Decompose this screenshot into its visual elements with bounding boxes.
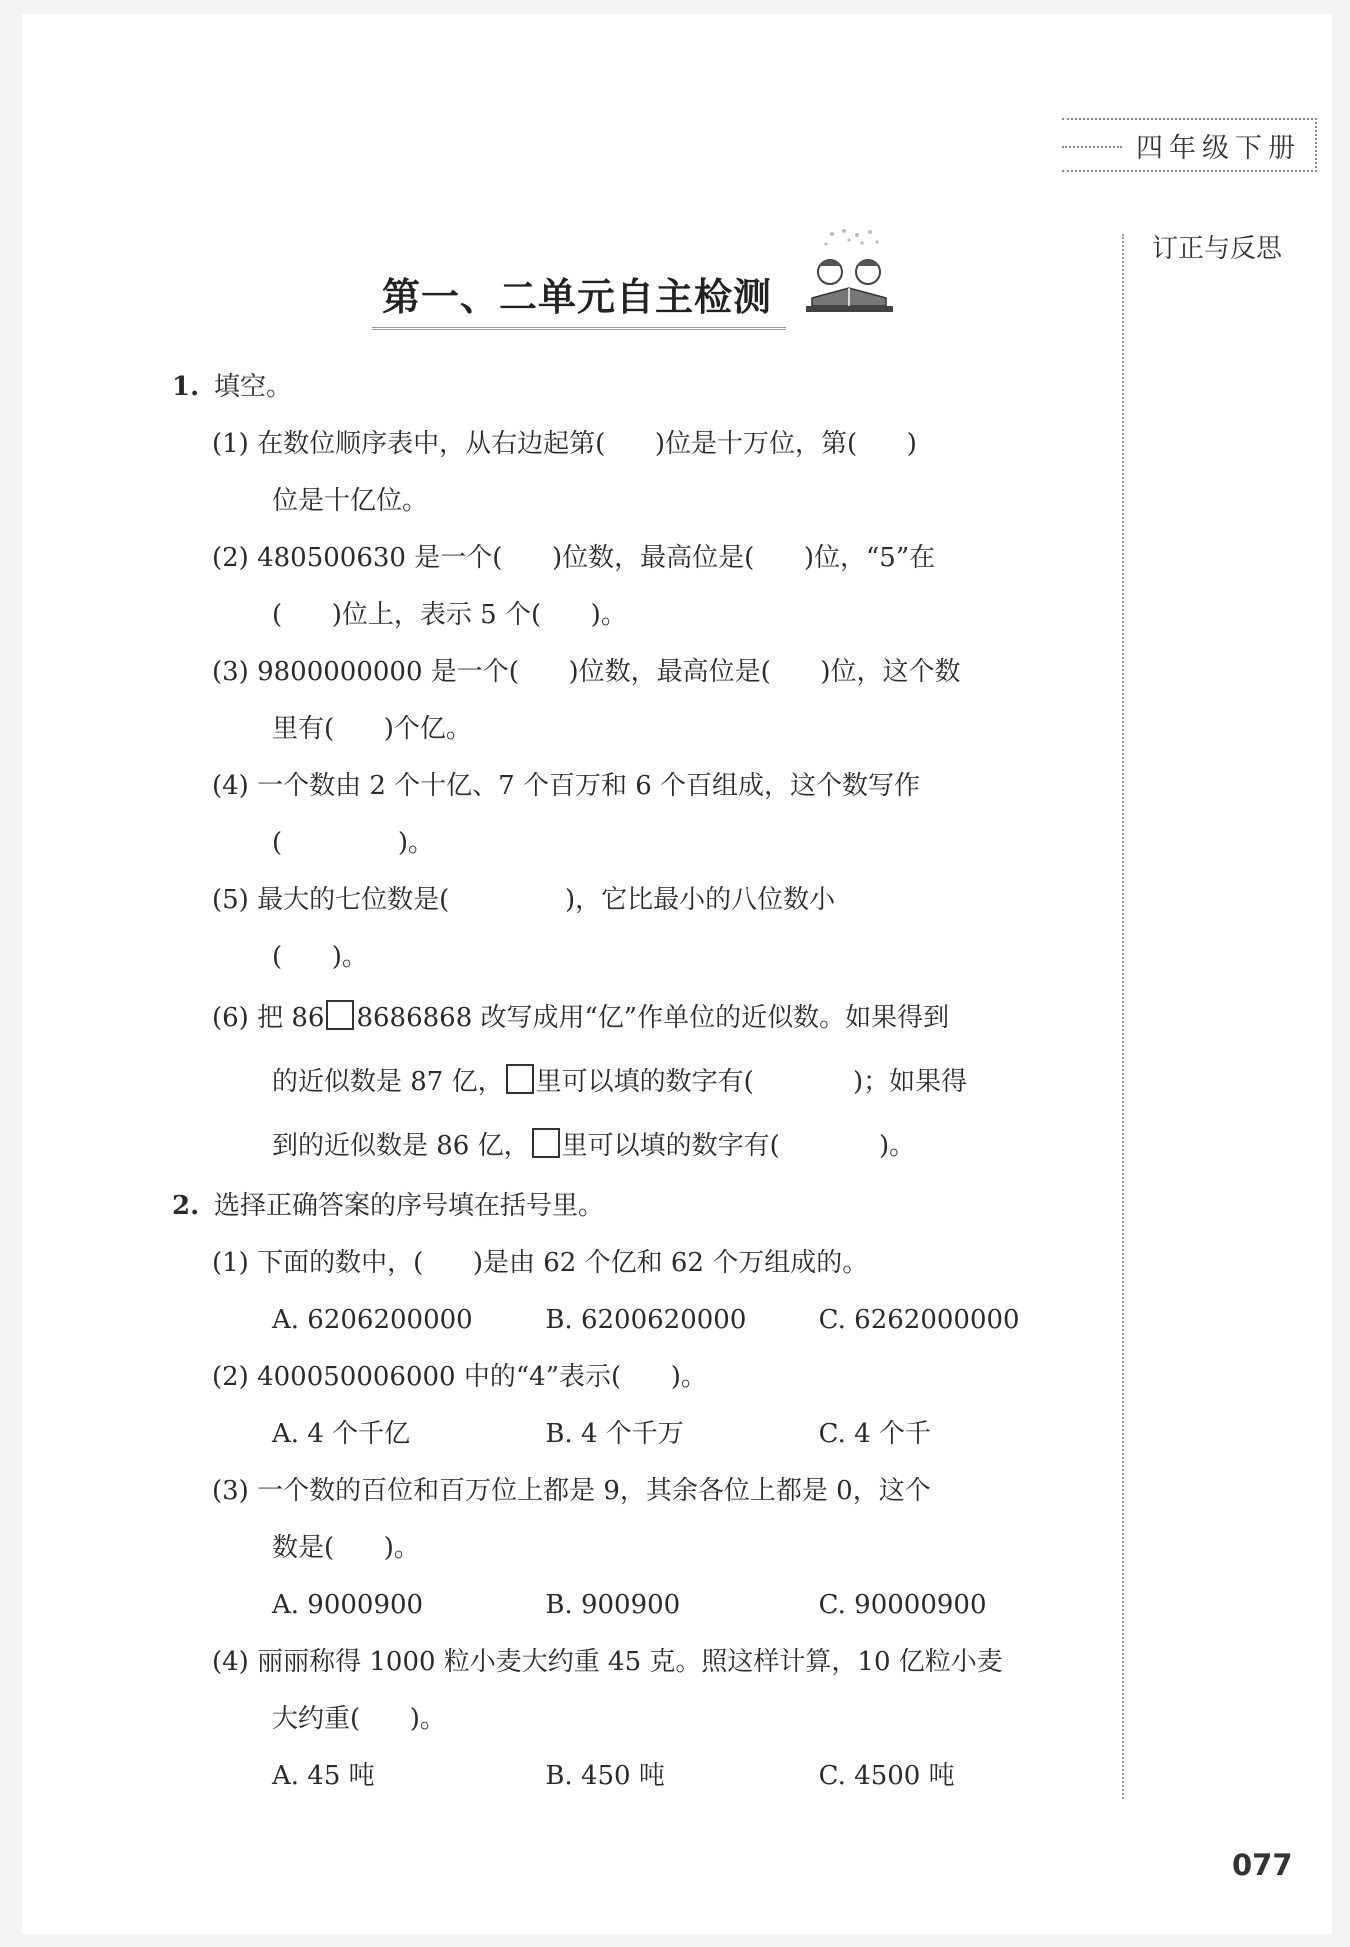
option: A. 9000900 <box>272 1590 424 1620</box>
q2-item-stem: (1) 下面的数中，( )是由 62 个亿和 62 个万组成的。 <box>212 1248 869 1278</box>
side-column-title: 订正与反思 <box>1152 234 1283 264</box>
q1-line: (2) 480500630 是一个( )位数，最高位是( )位，“5”在 <box>212 543 936 573</box>
questions <box>172 359 1092 1805</box>
option: A. 6206200000 <box>272 1305 473 1335</box>
q2-item-continuation: 数是( )。 <box>272 1533 420 1563</box>
q2-options <box>172 1292 1092 1349</box>
question-2 <box>172 1178 1092 1235</box>
option: A. 4 个千亿 <box>272 1419 411 1449</box>
question-1 <box>172 359 1092 416</box>
grade-label: 四年级下册 <box>1136 132 1301 164</box>
q1-line: (1) 在数位顺序表中，从右边起第( )位是十万位，第( ) <box>212 429 917 459</box>
option: C. 90000900 <box>818 1590 987 1620</box>
option: C. 4500 吨 <box>818 1761 955 1791</box>
workbook-page <box>22 14 1332 1934</box>
q1-item-6 <box>172 986 1092 1050</box>
q1-line: 里有( )个亿。 <box>272 714 472 744</box>
option: B. 4 个千万 <box>545 1419 684 1449</box>
q1-item-6-line3 <box>172 1114 1092 1178</box>
option: C. 6262000000 <box>818 1305 1020 1335</box>
page-number: 077 <box>1232 1848 1293 1882</box>
item6-text: 的近似数是 87 亿， <box>272 1067 504 1097</box>
item6-text: 里可以填的数字有( )；如果得 <box>535 1067 968 1097</box>
q1-line: ( )。 <box>272 828 434 858</box>
blank-box-icon <box>506 1064 534 1094</box>
option: B. 900900 <box>545 1590 681 1620</box>
q2-item-stem: (3) 一个数的百位和百万位上都是 9，其余各位上都是 0，这个 <box>212 1476 931 1506</box>
item6-text: 里可以填的数字有( )。 <box>561 1131 916 1161</box>
blank-box-icon <box>326 1000 354 1030</box>
q2-options <box>172 1406 1092 1463</box>
grade-tab <box>1062 118 1317 172</box>
title-block <box>372 266 786 330</box>
question-number: 2. <box>172 1191 200 1221</box>
option: C. 4 个千 <box>818 1419 931 1449</box>
option: A. 45 吨 <box>272 1761 375 1791</box>
question-label: 填空。 <box>214 372 293 402</box>
option: B. 450 吨 <box>545 1761 665 1791</box>
item6-text: (6) 把 86 <box>212 1003 325 1033</box>
q2-options <box>172 1577 1092 1634</box>
item6-text: 8686868 改写成用“亿”作单位的近似数。如果得到 <box>356 1003 950 1033</box>
q2-item-stem: (2) 400050006000 中的“4”表示( )。 <box>212 1362 707 1392</box>
q2-options <box>172 1748 1092 1805</box>
q1-line: (5) 最大的七位数是( )，它比最小的八位数小 <box>212 885 836 915</box>
item6-text: 到的近似数是 86 亿， <box>272 1131 530 1161</box>
page-title: 第一、二单元自主检测 <box>372 266 786 330</box>
q1-line: (3) 9800000000 是一个( )位数，最高位是( )位，这个数 <box>212 657 961 687</box>
question-label: 选择正确答案的序号填在括号里。 <box>214 1191 605 1221</box>
q1-line: ( )位上，表示 5 个( )。 <box>272 600 627 630</box>
option: B. 6200620000 <box>545 1305 747 1335</box>
q2-item-continuation: 大约重( )。 <box>272 1704 446 1734</box>
question-number: 1. <box>172 372 200 402</box>
q1-line: (4) 一个数由 2 个十亿、7 个百万和 6 个百组成，这个数写作 <box>212 771 921 801</box>
q1-line: 位是十亿位。 <box>272 486 429 516</box>
margin-divider <box>1122 234 1124 1799</box>
kids-reading-illustration <box>802 226 897 321</box>
q1-item-6-line2 <box>172 1050 1092 1114</box>
q2-item-stem: (4) 丽丽称得 1000 粒小麦大约重 45 克。照这样计算，10 亿粒小麦 <box>212 1647 1003 1677</box>
blank-box-icon <box>532 1128 560 1158</box>
q1-line: ( )。 <box>272 942 368 972</box>
